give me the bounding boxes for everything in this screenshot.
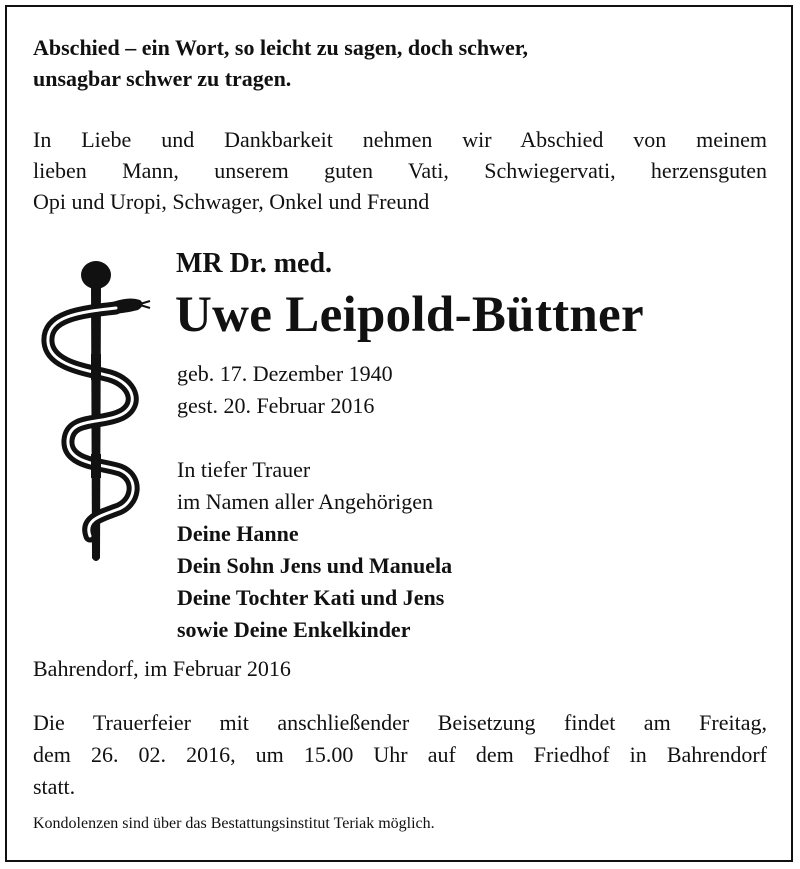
intro-line-1: In Liebe und Dankbarkeit nehmen wir Abschied von meinem: [33, 127, 767, 152]
place-date: Bahrendorf, im Februar 2016: [33, 656, 291, 681]
mourners-line-2: im Namen aller Angehörigen: [177, 489, 433, 514]
mourner-name: Deine Tochter Kati und Jens: [177, 585, 445, 610]
condolences-note: Kondolenzen sind über das Bestattungsinstitut Teriak möglich.: [33, 815, 435, 832]
motto: [33, 32, 528, 94]
motto-line-1: Abschied – ein Wort, so leicht zu sagen, doch schwer,: [33, 35, 529, 60]
intro-paragraph: [33, 124, 767, 217]
motto-line-2: unsagbar schwer zu tragen.: [33, 66, 292, 91]
life-dates: [177, 358, 393, 422]
service-paragraph: [33, 707, 767, 803]
intro-line-3: Opi und Uropi, Schwager, Onkel und Freund: [33, 189, 430, 214]
intro-line-2: lieben Mann, unserem guten Vati, Schwiegervati, herzensguten: [33, 158, 767, 183]
mourner-name: Deine Hanne: [177, 521, 299, 546]
deceased-name: Uwe Leipold-Büttner: [175, 287, 644, 343]
service-line-2: dem 26. 02. 2016, um 15.00 Uhr auf dem Friedhof in Bahrendorf: [33, 742, 767, 767]
mourners-block: [177, 454, 452, 646]
mourner-name: sowie Deine Enkelkinder: [177, 617, 411, 642]
deceased-title: MR Dr. med.: [176, 248, 333, 279]
mourner-name: Dein Sohn Jens und Manuela: [177, 553, 453, 578]
birth-date: geb. 17. Dezember 1940: [177, 361, 393, 386]
death-date: gest. 20. Februar 2016: [177, 393, 375, 418]
service-line-3: statt.: [33, 774, 76, 799]
mourners-line-1: In tiefer Trauer: [177, 457, 311, 482]
service-line-1: Die Trauerfeier mit anschließender Beisetzung findet am Freitag,: [33, 710, 767, 735]
rod-of-asclepius-icon: [40, 258, 155, 566]
